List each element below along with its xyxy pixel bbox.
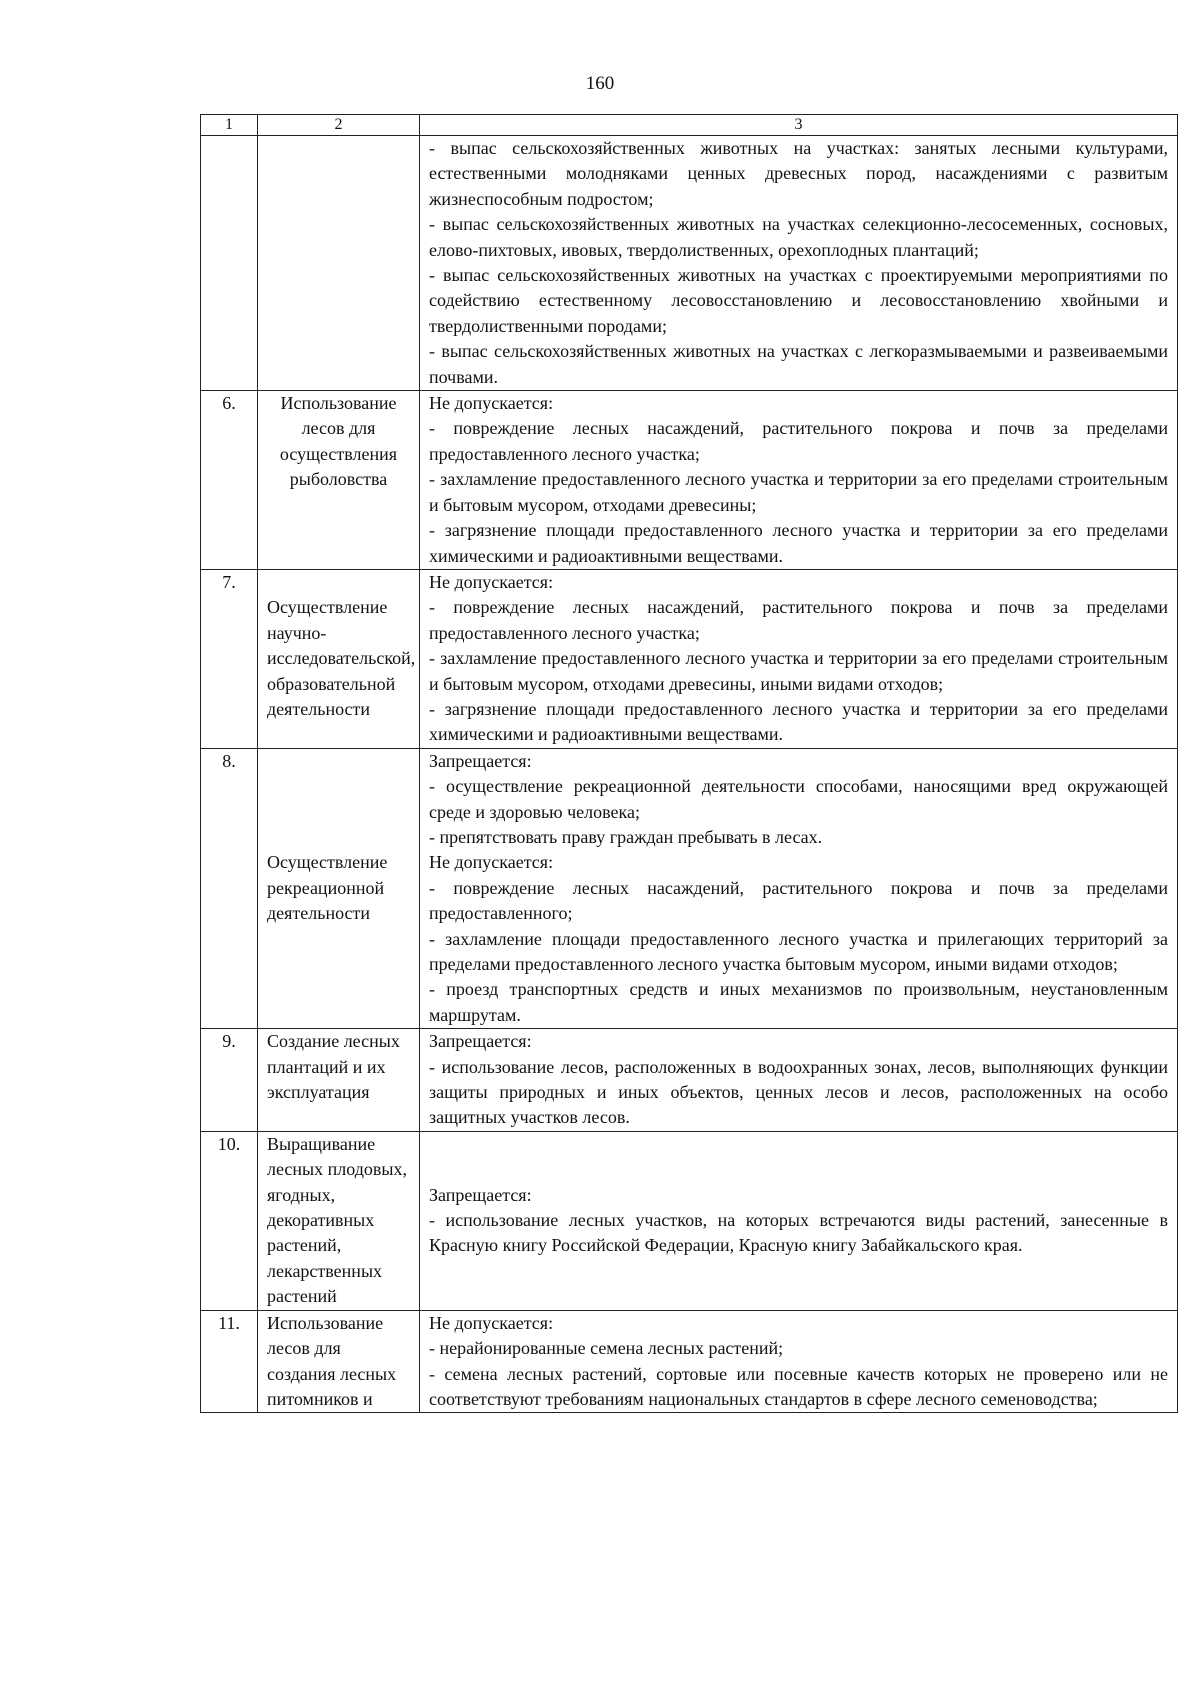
- restriction-line: - выпас сельскохозяйственных животных на участках с легкоразмываемыми и развеиваемыми почвами.: [429, 341, 1168, 387]
- restriction-line: - выпас сельскохозяйственных животных на участках селекционно-лесосеменных, сосновых, елово-пихтовых, ивовых, твердолиственных, орехоплодных плантаций;: [429, 214, 1168, 260]
- usage-type: Осуществление рекреационной деятельности: [258, 748, 420, 1028]
- table-row-9: [201, 1029, 1178, 1132]
- restriction-line: - проезд транспортных средств и иных механизмов по произвольным, неустановленным маршрутам.: [429, 979, 1168, 1025]
- restriction-line: - захламление площади предоставленного лесного участка и прилегающих территорий за пределами предоставленного лесного участка бытовым мусором, иными видами отходов;: [429, 928, 1168, 974]
- usage-type: Осуществление научно-исследовательской, образовательной деятельности: [258, 569, 420, 748]
- restriction-line: - осуществление рекреационной деятельности способами, наносящими вред окружающей среде и здоровью человека;: [429, 776, 1168, 822]
- usage-type: Использование лесов для осуществления рыболовства: [258, 391, 420, 570]
- row-number: 7.: [201, 569, 258, 748]
- restriction-line: - использование лесных участков, на которых встречаются виды растений, занесенные в Красную книгу Российской Федерации, Красную книгу Забайкальского края.: [429, 1210, 1168, 1256]
- restrictions: [420, 1029, 1178, 1132]
- restriction-line: - препятствовать праву граждан пребывать в лесах.: [429, 826, 823, 847]
- usage-type: Использование лесов для создания лесных питомников и: [258, 1310, 420, 1413]
- regulations-table: [200, 114, 1178, 1413]
- restriction-heading: Запрещается:: [429, 750, 532, 771]
- table-row-10: [201, 1131, 1178, 1310]
- restrictions: [420, 1131, 1178, 1310]
- restriction-heading: Не допускается:: [429, 852, 554, 873]
- usage-type: [258, 136, 420, 391]
- column-header-1: 1: [201, 115, 258, 136]
- column-header-2: 2: [258, 115, 420, 136]
- restriction-line: - выпас сельскохозяйственных животных на участках: занятых лесными культурами, естественными молодняками ценных древесных пород, насаждениями с развитым жизнеспособным подростом;: [429, 138, 1168, 209]
- table-row-11: [201, 1310, 1178, 1413]
- restriction-line: - выпас сельскохозяйственных животных на участках с проектируемыми мероприятиями по содействию естественному лесовосстановлению и лесовосстановлению хвойными и твердолиственными породами;: [429, 265, 1168, 336]
- row-number: 11.: [201, 1310, 258, 1413]
- restriction-line: - захламление предоставленного лесного участка и территории за его пределами строительным и бытовым мусором, отходами древесины;: [429, 469, 1168, 515]
- restriction-line: - повреждение лесных насаждений, растительного покрова и почв за пределами предоставленного;: [429, 877, 1168, 924]
- restrictions: [420, 1310, 1178, 1413]
- restrictions: [420, 748, 1178, 1028]
- row-number: 8.: [201, 748, 258, 1028]
- table-row-8: [201, 748, 1178, 1028]
- restriction-line: - повреждение лесных насаждений, растительного покрова и почв за пределами предоставленного лесного участка;: [429, 597, 1168, 643]
- row-number: 6.: [201, 391, 258, 570]
- restriction-line: - использование лесов, расположенных в водоохранных зонах, лесов, выполняющих функции защиты природных и иных объектов, ценных лесов и лесов, расположенных на особо защитных участков лесов.: [429, 1056, 1168, 1128]
- restriction-heading: Запрещается:: [429, 1184, 532, 1205]
- restriction-heading: Запрещается:: [429, 1031, 532, 1052]
- usage-type: Выращивание лесных плодовых, ягодных, декоративных растений, лекарственных растений: [258, 1131, 420, 1310]
- restriction-heading: Не допускается:: [429, 571, 554, 592]
- page-number: 160: [585, 73, 615, 94]
- restriction-line: - повреждение лесных насаждений, растительного покрова и почв за пределами предоставленного лесного участка;: [429, 418, 1168, 464]
- restriction-line: - загрязнение площади предоставленного лесного участка и территории за его пределами химическими и радиоактивными веществами.: [429, 520, 1168, 566]
- restriction-heading: Не допускается:: [429, 1312, 554, 1333]
- row-number: [201, 136, 258, 391]
- restriction-line: - захламление предоставленного лесного участка и территории за его пределами строительным и бытовым мусором, отходами древесины, иными видами отходов;: [429, 648, 1168, 694]
- usage-type: Создание лесных плантаций и их эксплуатация: [258, 1029, 420, 1132]
- restrictions: [420, 569, 1178, 748]
- restriction-line: - семена лесных растений, сортовые или посевные качеств которых не проверено или не соответствуют требованиям национальных стандартов в сфере лесного семеноводства;: [429, 1363, 1168, 1409]
- table-row-continuation: [201, 136, 1178, 391]
- row-number: 9.: [201, 1029, 258, 1132]
- restrictions: [420, 136, 1178, 391]
- restriction-heading: Не допускается:: [429, 393, 554, 414]
- column-header-3: 3: [420, 115, 1178, 136]
- restrictions: [420, 391, 1178, 570]
- table-row-7: [201, 569, 1178, 748]
- restriction-line: - загрязнение площади предоставленного лесного участка и территории за его пределами химическими и радиоактивными веществами.: [429, 698, 1168, 745]
- table-row-6: [201, 391, 1178, 570]
- restriction-line: - нерайонированные семена лесных растений;: [429, 1338, 784, 1359]
- table-header-row: [201, 115, 1178, 136]
- row-number: 10.: [201, 1131, 258, 1310]
